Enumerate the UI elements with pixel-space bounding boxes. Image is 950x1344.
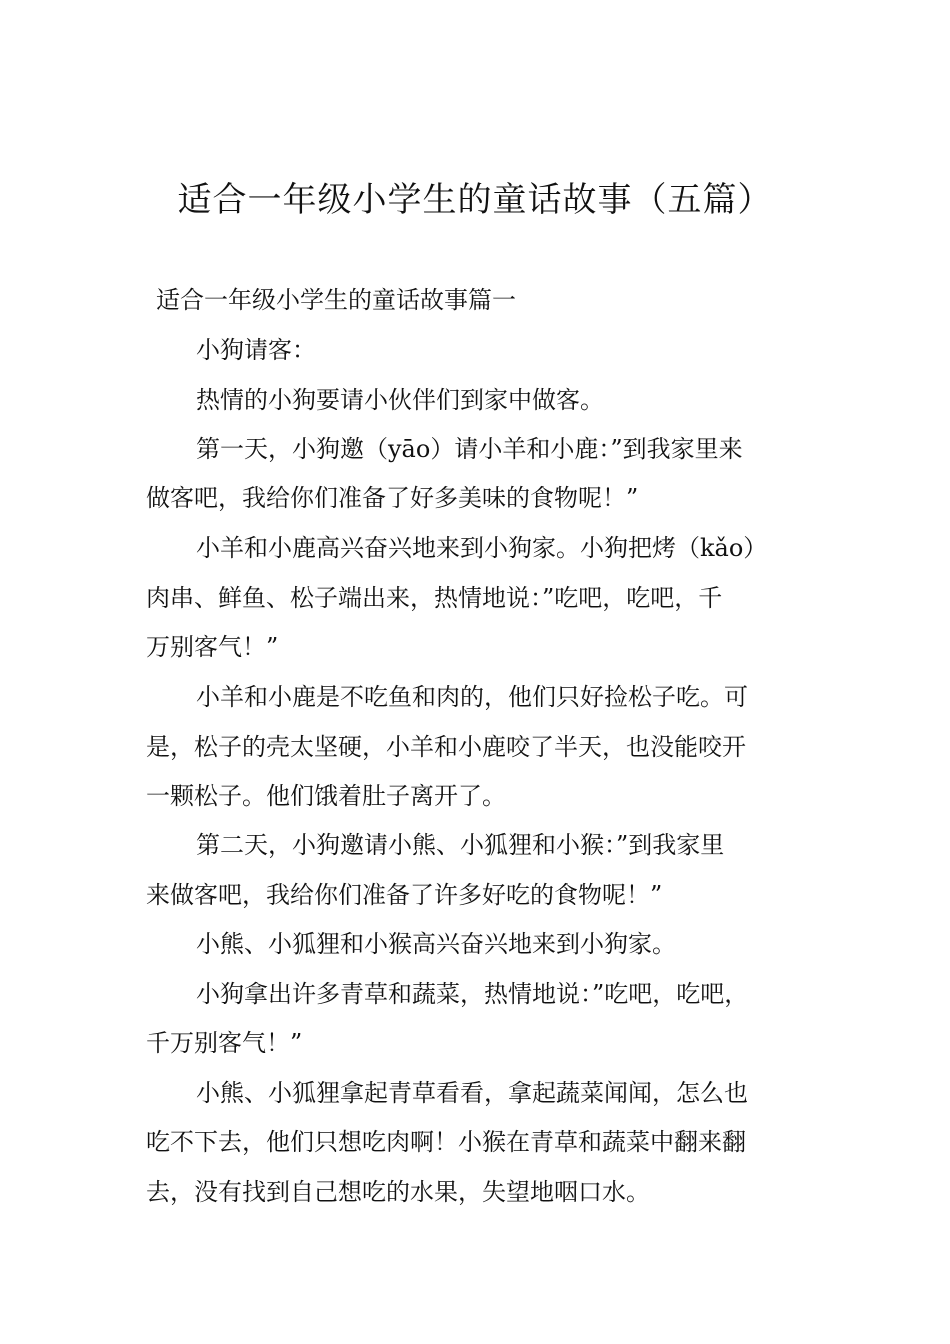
paragraph-line: 小熊、小狐狸和小猴高兴奋兴地来到小狗家。 — [196, 930, 676, 958]
paragraph-line: 做客吧，我给你们准备了好多美味的食物呢！” — [146, 484, 639, 512]
paragraph-line: 肉串、鲜鱼、松子端出来，热情地说：”吃吧，吃吧，千 — [146, 584, 723, 612]
paragraph-line: 小狗拿出许多青草和蔬菜，热情地说：”吃吧，吃吧， — [196, 980, 749, 1008]
paragraph-line: 是，松子的壳太坚硬，小羊和小鹿咬了半天，也没能咬开 — [146, 733, 746, 761]
paragraph-line: 第二天，小狗邀请小熊、小狐狸和小猴：”到我家里 — [196, 831, 725, 859]
paragraph-line: 热情的小狗要请小伙伴们到家中做客。 — [196, 386, 604, 414]
section-heading: 适合一年级小学生的童话故事篇一 — [156, 286, 516, 314]
paragraph-line: 吃不下去，他们只想吃肉啊！小猴在青草和蔬菜中翻来翻 — [146, 1128, 746, 1156]
paragraph-line: 来做客吧，我给你们准备了许多好吃的食物呢！” — [146, 881, 663, 909]
paragraph-line: 第一天，小狗邀（yāo）请小羊和小鹿：”到我家里来 — [196, 435, 743, 463]
paragraph-line: 小熊、小狐狸拿起青草看看，拿起蔬菜闻闻，怎么也 — [196, 1079, 748, 1107]
paragraph-line: 小羊和小鹿是不吃鱼和肉的，他们只好捡松子吃。可 — [196, 683, 748, 711]
paragraph-line: 小羊和小鹿高兴奋兴地来到小狗家。小狗把烤（kǎo） — [196, 534, 768, 562]
paragraph-line: 一颗松子。他们饿着肚子离开了。 — [146, 782, 506, 810]
paragraph-line: 千万别客气！” — [146, 1029, 303, 1057]
paragraph-line: 去，没有找到自己想吃的水果，失望地咽口水。 — [146, 1178, 650, 1206]
document-title: 适合一年级小学生的童话故事（五篇） — [177, 180, 773, 220]
paragraph-line: 万别客气！” — [146, 633, 279, 661]
paragraph-line: 小狗请客： — [196, 336, 316, 364]
